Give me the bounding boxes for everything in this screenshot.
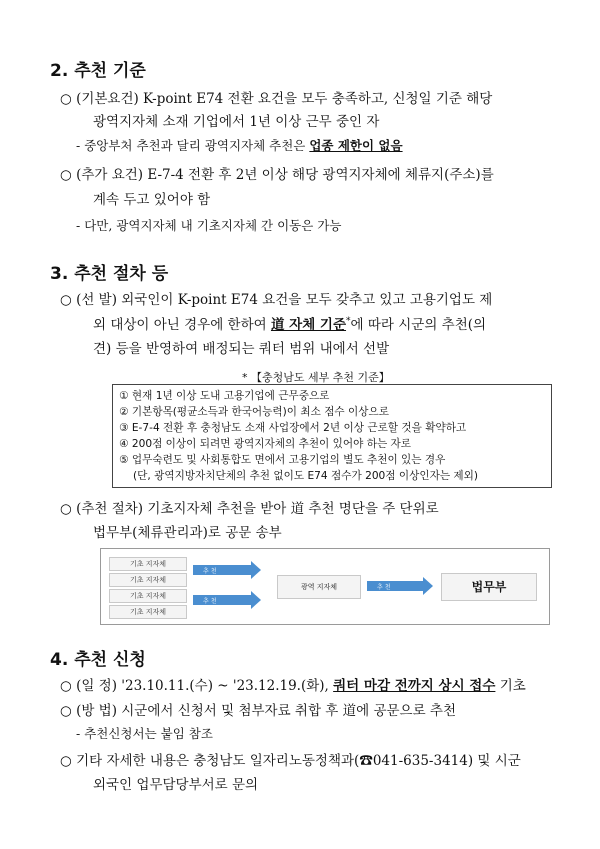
section2-item1-line1: ○ (기본요건) K-point E74 전환 요건을 모두 충족하고, 신청일 기준 해당: [60, 91, 493, 107]
section2-sub1-text: - 중앙부처 추천과 달리 광역지자체 추천은: [76, 138, 310, 153]
section3-item2-line2: 법무부(체류관리과)로 공문 송부: [93, 525, 282, 541]
criteria-box: [112, 384, 552, 488]
local-gov-box: 기초 지자체: [109, 605, 187, 619]
section3-item1-emphasis: 道 자체 기준: [270, 317, 347, 333]
procedure-diagram: [100, 548, 550, 625]
section4-item1-text-a: ○ (일 정) '23.10.11.(수) ~ '23.12.19.(화),: [60, 678, 334, 694]
arrow-label: 추 천: [377, 584, 391, 591]
recommend-arrow: [193, 565, 251, 575]
section4-item1: [60, 674, 526, 694]
criteria-item: ② 기본항목(평균소득과 한국어능력)이 최소 점수 이상으로: [119, 406, 389, 418]
recommend-arrow: [367, 581, 423, 591]
section3-footnote-mark: *: [346, 316, 351, 327]
section4-heading: 4. 추천 신청: [50, 650, 146, 670]
section4-item3-line2: 외국인 업무담당부서로 문의: [93, 777, 259, 793]
section3-heading: 3. 추천 절차 등: [50, 264, 169, 284]
section3-item1-text-a: 외 대상이 아닌 경우에 한하여: [93, 317, 271, 333]
ministry-box: 법무부: [441, 573, 537, 601]
section2-item2-line1: ○ (추가 요건) E-7-4 전환 후 2년 이상 해당 광역지자체에 체류지(주소)를: [60, 167, 494, 183]
section2-item1-line2: 광역지자체 소재 기업에서 1년 이상 근무 중인 자: [93, 114, 380, 130]
section3-item1-line3: 견) 등을 반영하여 배정되는 쿼터 범위 내에서 선발: [93, 341, 390, 357]
section4-item1-text-b: 기초: [495, 678, 526, 694]
section2-sub1-emphasis: 업종 제한이 없음: [309, 138, 403, 153]
criteria-item: ① 현재 1년 이상 도내 고용기업에 근무중으로: [119, 390, 330, 402]
section2-item2-line2: 계속 두고 있어야 함: [93, 192, 211, 208]
arrow-label: 추 천: [203, 568, 217, 575]
section2-sub1: [76, 136, 403, 154]
local-gov-box: 기초 지자체: [109, 589, 187, 603]
section2-sub2: - 다만, 광역지자체 내 기초지자체 간 이동은 가능: [76, 218, 342, 233]
criteria-item: ④ 200점 이상이 되려면 광역지자체의 추천이 있어야 하는 자로: [119, 438, 412, 450]
section2-heading: 2. 추천 기준: [50, 61, 146, 81]
local-gov-box: 기초 지자체: [109, 557, 187, 571]
criteria-note: (단, 광역지방자치단체의 추천 없이도 E74 점수가 200점 이상인자는 제외): [133, 470, 479, 482]
section4-sub: - 추천신청서는 붙임 참조: [76, 726, 213, 741]
section3-item2-line1: ○ (추천 절차) 기초지자체 추천을 받아 道 추천 명단을 주 단위로: [60, 501, 439, 517]
recommend-arrow: [193, 595, 251, 605]
criteria-caption: * 【충청남도 세부 추천 기준】: [242, 371, 390, 384]
section4-item1-emphasis: 쿼터 마감 전까지 상시 접수: [333, 678, 496, 694]
section4-item2: ○ (방 법) 시군에서 신청서 및 첨부자료 취합 후 道에 공문으로 추천: [60, 703, 457, 719]
arrow-label: 추 천: [203, 598, 217, 605]
section4-item3-line1: ○ 기타 자세한 내용은 충청남도 일자리노동정책과(☎041-635-3414) 및 시군: [60, 753, 521, 769]
criteria-item: ⑤ 업무숙련도 및 사회통합도 면에서 고용기업의 별도 추천이 있는 경우: [119, 454, 446, 466]
section3-item1-line1: ○ (선 발) 외국인이 K-point E74 요건을 모두 갖추고 있고 고용기업도 제: [60, 292, 493, 308]
criteria-item: ③ E-7-4 전환 후 충청남도 소재 사업장에서 2년 이상 근로할 것을 확약하고: [119, 422, 467, 434]
local-gov-box: 기초 지자체: [109, 573, 187, 587]
section3-item1-line2: [93, 313, 486, 333]
section3-item1-text-b: 에 따라 시군의 추천(의: [350, 317, 487, 333]
provincial-gov-box: 광역 지자체: [277, 575, 361, 599]
